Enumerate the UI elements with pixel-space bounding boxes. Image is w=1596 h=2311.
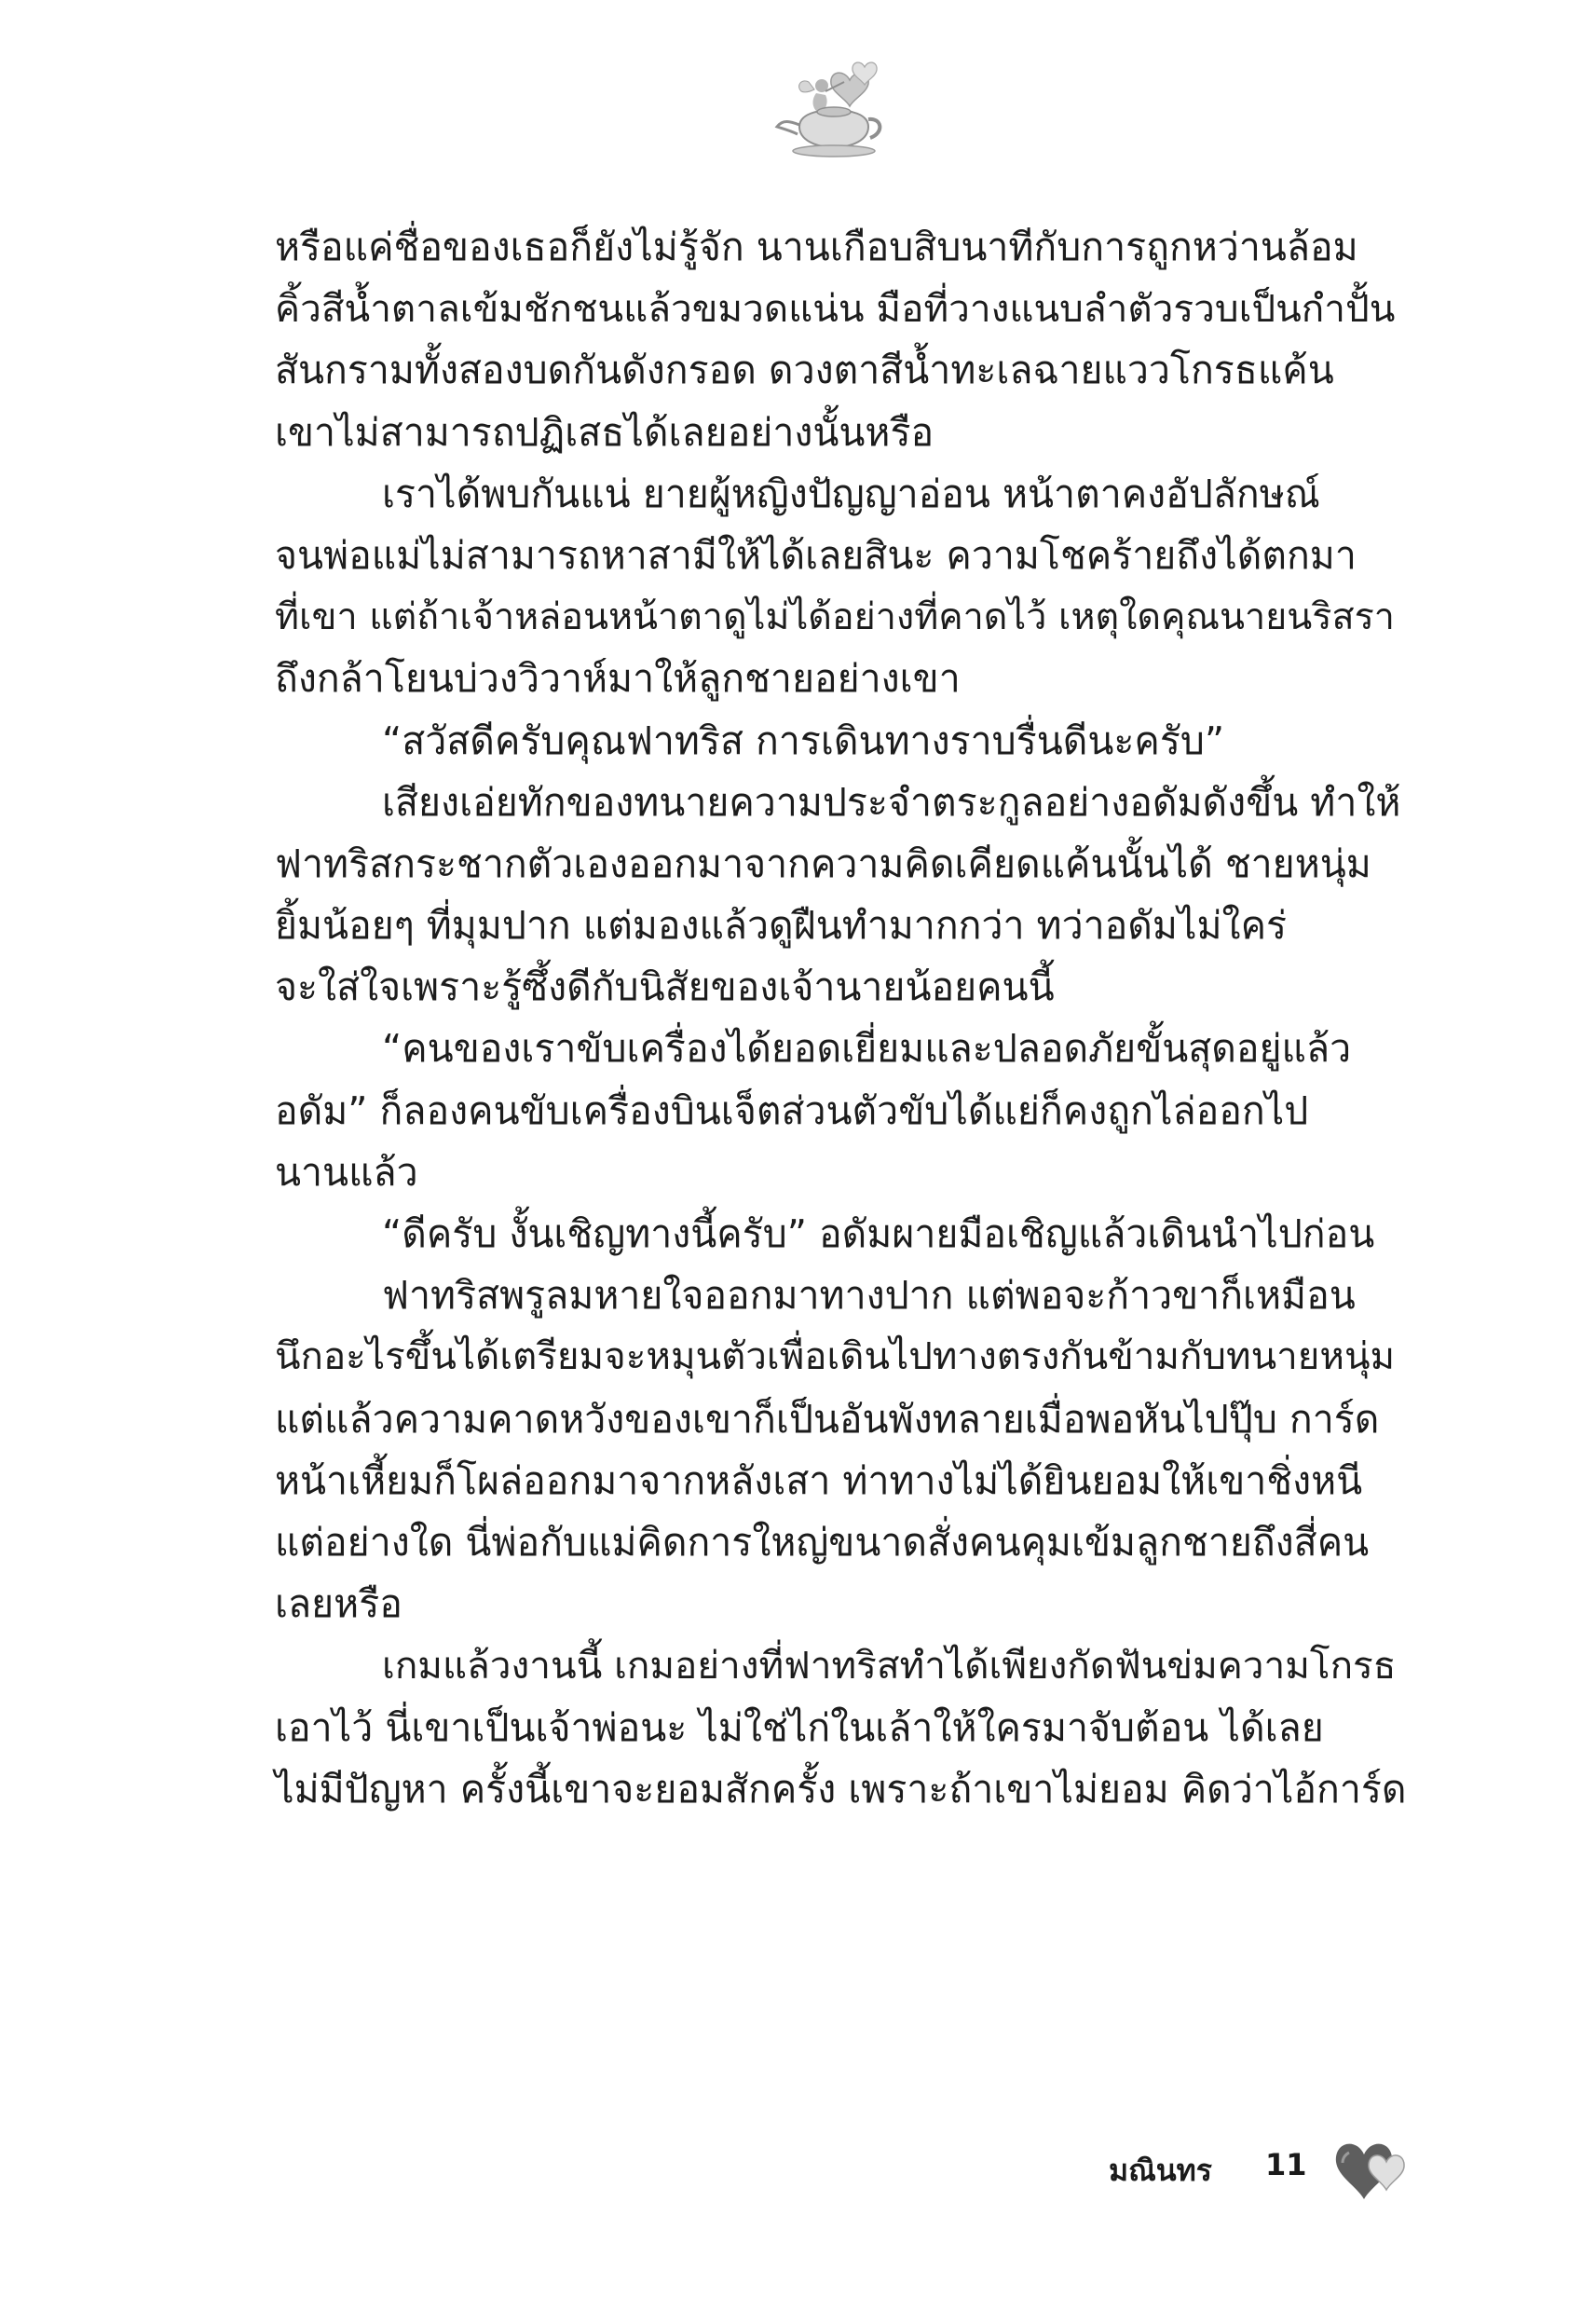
paragraph (275, 216, 1407, 463)
teapot-heart-ornament-icon (764, 54, 904, 166)
text-line: “สวัสดีครับคุณฟาทริส การเดินทางราบรื่นดีนะครับ” (382, 718, 1225, 763)
text-line: “ดีครับ งั้นเชิญทางนี้ครับ” อดัมผายมือเชิญแล้วเดินนำไปก่อน (382, 1211, 1375, 1256)
page-footer (1099, 2134, 1435, 2208)
text-line: จนพ่อแม่ไม่สามารถหาสามีให้ได้เลยสินะ ความโชคร้ายถึงได้ตกมา (275, 532, 1357, 578)
text-line: หรือแค่ชื่อของเธอก็ยังไม่รู้จัก นานเกือบสิบนาทีกับการถูกหว่านล้อม (275, 225, 1358, 269)
text-line: จะใส่ใจเพราะรู้ซึ้งดีกับนิสัยของเจ้านายน้อยคนนี้ (275, 964, 1055, 1010)
page-number: 11 (1265, 2147, 1307, 2182)
text-line: แต่อย่างใด นี่พ่อกับแม่คิดการใหญ่ขนาดสั่งคนคุมเข้มลูกชายถึงสี่คน (275, 1519, 1370, 1565)
text-line: เกมแล้วงานนี้ เกมอย่างที่ฟาทริสทำได้เพียงกัดฟันข่มความโกรธ (382, 1643, 1397, 1689)
text-line: ถึงกล้าโยนบ่วงวิวาห์มาให้ลูกชายอย่างเขา (275, 656, 961, 702)
text-line: ฟาทริสพรูลมหายใจออกมาทางปาก แต่พอจะก้าวขาก็เหมือน (382, 1273, 1356, 1319)
paragraph (275, 1018, 1407, 1203)
footer-author: มณินทร (1109, 2153, 1212, 2188)
paragraph (275, 1203, 1407, 1265)
text-line: อดัม” ก็ลองคนขับเครื่องบินเจ็ตส่วนตัวขับได้แย่ก็คงถูกไล่ออกไป (275, 1087, 1309, 1133)
hearts-icon (1332, 2134, 1416, 2204)
body-text (275, 216, 1407, 1820)
text-line: นานแล้ว (275, 1149, 418, 1195)
text-line: ยิ้มน้อยๆ ที่มุมปาก แต่มองแล้วดูฝืนทำมากกว่า ทว่าอดัมไม่ใคร่ (275, 903, 1288, 949)
paragraph (275, 1634, 1407, 1820)
text-line: เลยหรือ (275, 1581, 402, 1627)
text-line: “คนของเราขับเครื่องได้ยอดเยี่ยมและปลอดภัยขั้นสุดอยู่แล้ว (382, 1026, 1352, 1072)
text-line: เขาไม่สามารถปฏิเสธได้เลยอย่างนั้นหรือ (275, 409, 934, 455)
paragraph (275, 463, 1407, 710)
text-line: เสียงเอ่ยทักของทนายความประจำตระกูลอย่างอดัมดังขึ้น ทำให้ (382, 779, 1401, 825)
paragraph (275, 772, 1407, 1019)
text-line: ไม่มีปัญหา ครั้งนี้เขาจะยอมสักครั้ง เพราะถ้าเขาไม่ยอม คิดว่าไอ้การ์ด (275, 1766, 1407, 1812)
text-line: นึกอะไรขึ้นได้เตรียมจะหมุนตัวเพื่อเดินไปทางตรงกันข้ามกับทนายหนุ่ม (275, 1334, 1396, 1379)
text-line: เอาไว้ นี่เขาเป็นเจ้าพ่อนะ ไม่ใช่ไก่ในเล้าให้ใครมาจับต้อน ได้เลย (275, 1704, 1324, 1750)
text-line: เราได้พบกันแน่ ยายผู้หญิงปัญญาอ่อน หน้าตาคงอัปลักษณ์ (382, 471, 1320, 516)
text-line: ที่เขา แต่ถ้าเจ้าหล่อนหน้าตาดูไม่ได้อย่างที่คาดไว้ เหตุใดคุณนายนริสรา (275, 595, 1395, 639)
paragraph (275, 1265, 1407, 1634)
text-line: แต่แล้วความคาดหวังของเขาก็เป็นอันพังทลายเมื่อพอหันไปปุ๊บ การ์ด (275, 1396, 1380, 1442)
text-line: คิ้วสีน้ำตาลเข้มชักชนแล้วขมวดแน่น มือที่วางแนบลำตัวรวบเป็นกำปั้น (275, 286, 1396, 332)
text-line: ฟาทริสกระชากตัวเองออกมาจากความคิดเคียดแค้นนั้นได้ ชายหนุ่ม (275, 841, 1371, 886)
text-line: สันกรามทั้งสองบดกันดังกรอด ดวงตาสีน้ำทะเลฉายแววโกรธแค้น (275, 348, 1334, 393)
text-line: หน้าเหี้ยมก็โผล่ออกมาจากหลังเสา ท่าทางไม่ได้ยินยอมให้เขาชิ่งหนี (275, 1457, 1363, 1503)
paragraph (275, 710, 1407, 772)
